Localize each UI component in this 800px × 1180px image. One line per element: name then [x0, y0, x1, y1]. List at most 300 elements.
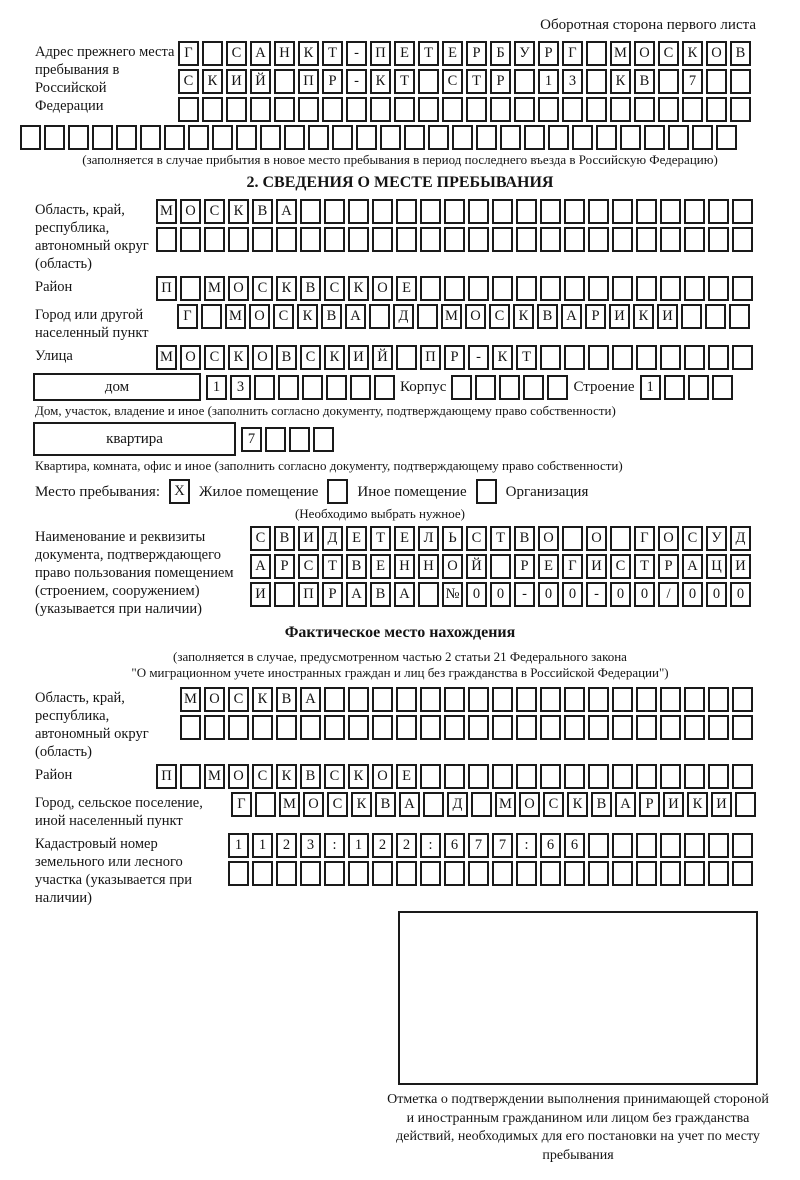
char-cell — [684, 715, 705, 740]
char-cell: 0 — [730, 582, 751, 607]
char-cell — [499, 375, 520, 400]
char-cell: 7 — [468, 833, 489, 858]
char-cell — [564, 715, 585, 740]
char-cell: Т — [634, 554, 655, 579]
char-cell — [420, 687, 441, 712]
char-cell: 0 — [538, 582, 559, 607]
char-cell — [372, 715, 393, 740]
char-cell: В — [300, 276, 321, 301]
char-cell — [684, 861, 705, 886]
char-cell: А — [394, 582, 415, 607]
char-cell — [716, 125, 737, 150]
char-cell — [588, 764, 609, 789]
char-cell — [372, 227, 393, 252]
char-cell: К — [610, 69, 631, 94]
char-cell — [588, 833, 609, 858]
char-cell — [265, 427, 286, 452]
char-cell: О — [538, 526, 559, 551]
char-cell: 3 — [300, 833, 321, 858]
prev-address-line-4 — [20, 125, 800, 150]
char-cell — [708, 715, 729, 740]
char-cell: О — [180, 345, 201, 370]
section2-region-label: Область, край, республика, автономный округ (область) — [35, 202, 149, 272]
house-box-label: дом — [33, 373, 201, 401]
char-cell — [612, 764, 633, 789]
char-cell — [348, 715, 369, 740]
char-cell — [254, 375, 275, 400]
prev-address-line-1 — [178, 41, 751, 66]
char-cell: : — [516, 833, 537, 858]
char-cell — [444, 687, 465, 712]
char-cell — [418, 582, 439, 607]
char-cell: Е — [346, 526, 367, 551]
char-cell — [420, 227, 441, 252]
char-cell: В — [274, 526, 295, 551]
char-cell: О — [204, 687, 225, 712]
char-cell — [322, 97, 343, 122]
char-cell: Т — [322, 554, 343, 579]
char-cell: М — [156, 345, 177, 370]
char-cell: М — [495, 792, 516, 817]
char-cell: Е — [394, 526, 415, 551]
char-cell: Р — [585, 304, 606, 329]
char-cell: 0 — [466, 582, 487, 607]
char-cell: Р — [490, 69, 511, 94]
char-cell — [396, 861, 417, 886]
char-cell: И — [348, 345, 369, 370]
section2-title: 2. СВЕДЕНИЯ О МЕСТЕ ПРЕБЫВАНИЯ — [246, 174, 554, 191]
char-cell: 2 — [372, 833, 393, 858]
char-cell: К — [348, 276, 369, 301]
char-cell — [252, 861, 273, 886]
char-cell: С — [466, 526, 487, 551]
char-cell: К — [228, 345, 249, 370]
char-cell: И — [586, 554, 607, 579]
char-cell: Г — [178, 41, 199, 66]
char-cell: А — [682, 554, 703, 579]
char-cell: О — [372, 276, 393, 301]
cadastral-grid — [228, 833, 753, 886]
char-cell — [471, 792, 492, 817]
stay-type-checkbox-other-premises — [327, 479, 348, 504]
char-cell — [420, 715, 441, 740]
actual-region-label: Область, край, республика, автономный округ (область) — [35, 690, 149, 760]
char-cell — [636, 199, 657, 224]
char-cell — [540, 764, 561, 789]
char-cell: О — [706, 41, 727, 66]
char-cell — [68, 125, 89, 150]
char-cell: С — [252, 764, 273, 789]
char-cell — [226, 97, 247, 122]
char-cell: Н — [274, 41, 295, 66]
char-cell: 0 — [490, 582, 511, 607]
char-cell — [572, 125, 593, 150]
char-cell: Р — [274, 554, 295, 579]
char-cell: 0 — [634, 582, 655, 607]
char-cell: О — [658, 526, 679, 551]
char-cell — [466, 97, 487, 122]
char-cell: А — [615, 792, 636, 817]
char-cell: Р — [538, 41, 559, 66]
char-cell — [596, 125, 617, 150]
char-cell: С — [273, 304, 294, 329]
char-cell — [732, 861, 753, 886]
char-cell: А — [276, 199, 297, 224]
char-cell: К — [324, 345, 345, 370]
char-cell — [732, 276, 753, 301]
apartment-note: Квартира, комната, офис и иное (заполнить согласно документу, подтверждающему право собственности) — [35, 458, 623, 473]
actual-city-row — [35, 792, 800, 830]
char-cell: К — [682, 41, 703, 66]
section2-region-line-1 — [156, 199, 753, 224]
char-cell: Д — [322, 526, 343, 551]
document-label: Наименование и реквизиты документа, подтверждающего право пользования помещением (строением, сооружением) (указывается при наличии) — [35, 529, 234, 617]
korpus-cells — [451, 375, 568, 400]
char-cell: И — [226, 69, 247, 94]
char-cell — [540, 687, 561, 712]
char-cell — [705, 304, 726, 329]
char-cell — [116, 125, 137, 150]
char-cell: С — [250, 526, 271, 551]
house-number-cells — [206, 375, 395, 400]
prev-address-line-3 — [178, 97, 751, 122]
char-cell: 1 — [640, 375, 661, 400]
char-cell: Т — [466, 69, 487, 94]
char-cell: С — [300, 345, 321, 370]
char-cell — [44, 125, 65, 150]
char-cell: К — [513, 304, 534, 329]
char-cell: 2 — [276, 833, 297, 858]
char-cell: Р — [658, 554, 679, 579]
char-cell — [540, 276, 561, 301]
char-cell — [708, 833, 729, 858]
char-cell — [278, 375, 299, 400]
house-row — [33, 373, 800, 401]
char-cell — [396, 687, 417, 712]
char-cell — [682, 97, 703, 122]
char-cell — [564, 764, 585, 789]
char-cell — [180, 276, 201, 301]
char-cell — [684, 833, 705, 858]
actual-district-label: Район — [35, 767, 73, 783]
char-cell — [370, 97, 391, 122]
char-cell — [658, 97, 679, 122]
char-cell — [444, 861, 465, 886]
korpus-label: Корпус — [400, 379, 447, 395]
char-cell: Ц — [706, 554, 727, 579]
char-cell — [708, 345, 729, 370]
char-cell: В — [252, 199, 273, 224]
char-cell — [417, 304, 438, 329]
char-cell — [712, 375, 733, 400]
char-cell: Т — [322, 41, 343, 66]
char-cell — [684, 199, 705, 224]
char-cell: К — [351, 792, 372, 817]
char-cell: В — [276, 345, 297, 370]
char-cell — [252, 227, 273, 252]
char-cell — [516, 687, 537, 712]
actual-district-row — [35, 764, 800, 789]
char-cell: Т — [490, 526, 511, 551]
char-cell: 0 — [562, 582, 583, 607]
char-cell — [468, 764, 489, 789]
char-cell: К — [633, 304, 654, 329]
char-cell — [475, 375, 496, 400]
char-cell — [636, 715, 657, 740]
char-cell: В — [591, 792, 612, 817]
char-cell — [274, 69, 295, 94]
char-cell: О — [252, 345, 273, 370]
char-cell: В — [730, 41, 751, 66]
char-cell: 3 — [230, 375, 251, 400]
document-grid — [250, 526, 751, 607]
char-cell: Р — [639, 792, 660, 817]
section2-district-row — [35, 276, 800, 301]
char-cell — [588, 345, 609, 370]
char-cell — [468, 276, 489, 301]
prev-address-label: Адрес прежнего места пребывания в Российской Федерации — [35, 44, 175, 114]
char-cell — [636, 764, 657, 789]
char-cell — [250, 97, 271, 122]
char-cell — [636, 227, 657, 252]
char-cell — [586, 41, 607, 66]
char-cell — [636, 345, 657, 370]
char-cell: П — [156, 276, 177, 301]
char-cell: Е — [538, 554, 559, 579]
char-cell: С — [682, 526, 703, 551]
char-cell — [732, 715, 753, 740]
char-cell: П — [156, 764, 177, 789]
char-cell — [372, 199, 393, 224]
char-cell: 1 — [252, 833, 273, 858]
char-cell — [660, 687, 681, 712]
char-cell — [348, 199, 369, 224]
char-cell — [300, 715, 321, 740]
char-cell — [636, 276, 657, 301]
stay-type-note: (Необходимо выбрать нужное) — [294, 506, 466, 521]
char-cell — [451, 375, 472, 400]
char-cell — [274, 582, 295, 607]
char-cell: С — [327, 792, 348, 817]
char-cell — [302, 375, 323, 400]
char-cell — [300, 199, 321, 224]
char-cell: С — [658, 41, 679, 66]
char-cell — [729, 304, 750, 329]
char-cell — [516, 276, 537, 301]
char-cell: Г — [177, 304, 198, 329]
char-cell: А — [399, 792, 420, 817]
char-cell: Й — [466, 554, 487, 579]
char-cell — [612, 861, 633, 886]
char-cell: Д — [393, 304, 414, 329]
char-cell: Т — [394, 69, 415, 94]
char-cell — [660, 276, 681, 301]
char-cell — [236, 125, 257, 150]
char-cell — [732, 764, 753, 789]
char-cell: - — [514, 582, 535, 607]
cadastral-line-2 — [228, 861, 753, 886]
char-cell — [276, 227, 297, 252]
stay-type-option-residential-label: Жилое помещение — [199, 483, 319, 500]
section2-city-label: Город или другой населенный пункт — [35, 307, 149, 341]
char-cell: Е — [442, 41, 463, 66]
char-cell — [276, 715, 297, 740]
char-cell: - — [468, 345, 489, 370]
char-cell — [394, 97, 415, 122]
char-cell — [684, 227, 705, 252]
char-cell: Д — [447, 792, 468, 817]
char-cell — [492, 227, 513, 252]
char-cell — [706, 97, 727, 122]
char-cell: Б — [490, 41, 511, 66]
char-cell: П — [420, 345, 441, 370]
char-cell — [492, 715, 513, 740]
char-cell: Е — [396, 276, 417, 301]
char-cell: 1 — [538, 69, 559, 94]
char-cell — [164, 125, 185, 150]
stroenie-cells — [640, 375, 733, 400]
char-cell: М — [156, 199, 177, 224]
char-cell — [274, 97, 295, 122]
char-cell — [492, 199, 513, 224]
char-cell — [420, 199, 441, 224]
char-cell — [444, 227, 465, 252]
char-cell — [658, 69, 679, 94]
char-cell — [372, 687, 393, 712]
actual-location-title: Фактическое место нахождения — [284, 624, 516, 641]
char-cell: К — [687, 792, 708, 817]
char-cell: К — [492, 345, 513, 370]
char-cell — [732, 199, 753, 224]
char-cell — [500, 125, 521, 150]
char-cell — [644, 125, 665, 150]
char-cell — [324, 687, 345, 712]
char-cell — [730, 69, 751, 94]
char-cell — [276, 861, 297, 886]
char-cell: И — [250, 582, 271, 607]
char-cell: Р — [444, 345, 465, 370]
char-cell: Т — [418, 41, 439, 66]
char-cell — [612, 227, 633, 252]
section2-district-line — [156, 276, 753, 301]
char-cell — [260, 125, 281, 150]
char-cell — [708, 227, 729, 252]
char-cell — [588, 199, 609, 224]
char-cell — [228, 861, 249, 886]
char-cell — [588, 861, 609, 886]
char-cell — [514, 69, 535, 94]
char-cell: И — [663, 792, 684, 817]
apartment-cells — [241, 427, 334, 452]
char-cell — [332, 125, 353, 150]
char-cell: С — [610, 554, 631, 579]
char-cell — [252, 715, 273, 740]
char-cell: П — [298, 582, 319, 607]
char-cell — [516, 861, 537, 886]
char-cell — [706, 69, 727, 94]
char-cell: Р — [322, 69, 343, 94]
char-cell — [313, 427, 334, 452]
char-cell — [212, 125, 233, 150]
char-cell: Г — [634, 526, 655, 551]
char-cell — [396, 345, 417, 370]
char-cell — [324, 861, 345, 886]
char-cell: - — [346, 69, 367, 94]
section2-street-line — [156, 345, 753, 370]
char-cell — [684, 687, 705, 712]
char-cell — [612, 833, 633, 858]
document-line-2 — [250, 554, 751, 579]
char-cell: В — [514, 526, 535, 551]
char-cell — [420, 861, 441, 886]
char-cell: О — [519, 792, 540, 817]
char-cell: И — [609, 304, 630, 329]
char-cell — [140, 125, 161, 150]
char-cell: В — [346, 554, 367, 579]
char-cell — [346, 97, 367, 122]
char-cell — [668, 125, 689, 150]
char-cell — [564, 687, 585, 712]
char-cell: С — [324, 276, 345, 301]
char-cell — [404, 125, 425, 150]
char-cell — [732, 833, 753, 858]
char-cell — [735, 792, 756, 817]
prev-address-note: (заполняется в случае прибытия в новое место пребывания в период последнего въезда в Российскую Федерацию) — [82, 152, 718, 167]
char-cell — [348, 227, 369, 252]
char-cell: Й — [250, 69, 271, 94]
document-block — [35, 526, 800, 618]
char-cell — [444, 199, 465, 224]
char-cell: М — [279, 792, 300, 817]
cadastral-label: Кадастровый номер земельного или лесного участка (указывается при наличии) — [35, 836, 192, 906]
char-cell — [660, 227, 681, 252]
char-cell: О — [586, 526, 607, 551]
char-cell — [468, 861, 489, 886]
char-cell — [610, 97, 631, 122]
char-cell — [540, 227, 561, 252]
char-cell — [490, 554, 511, 579]
char-cell — [490, 97, 511, 122]
char-cell: О — [228, 764, 249, 789]
char-cell — [326, 375, 347, 400]
char-cell: С — [178, 69, 199, 94]
char-cell: 1 — [228, 833, 249, 858]
char-cell — [444, 276, 465, 301]
char-cell — [444, 764, 465, 789]
char-cell — [660, 345, 681, 370]
char-cell — [732, 227, 753, 252]
char-cell — [708, 764, 729, 789]
char-cell: К — [202, 69, 223, 94]
char-cell — [350, 375, 371, 400]
char-cell — [564, 227, 585, 252]
char-cell — [660, 833, 681, 858]
char-cell: 6 — [540, 833, 561, 858]
char-cell: / — [658, 582, 679, 607]
char-cell: 6 — [444, 833, 465, 858]
char-cell: К — [276, 764, 297, 789]
house-note: Дом, участок, владение и иное (заполнить согласно документу, подтверждающему право собственности) — [35, 403, 616, 418]
actual-district-line — [156, 764, 753, 789]
char-cell — [492, 687, 513, 712]
char-cell: А — [561, 304, 582, 329]
char-cell — [348, 861, 369, 886]
char-cell — [202, 97, 223, 122]
char-cell — [468, 199, 489, 224]
char-cell: М — [610, 41, 631, 66]
char-cell: С — [298, 554, 319, 579]
char-cell: Т — [516, 345, 537, 370]
